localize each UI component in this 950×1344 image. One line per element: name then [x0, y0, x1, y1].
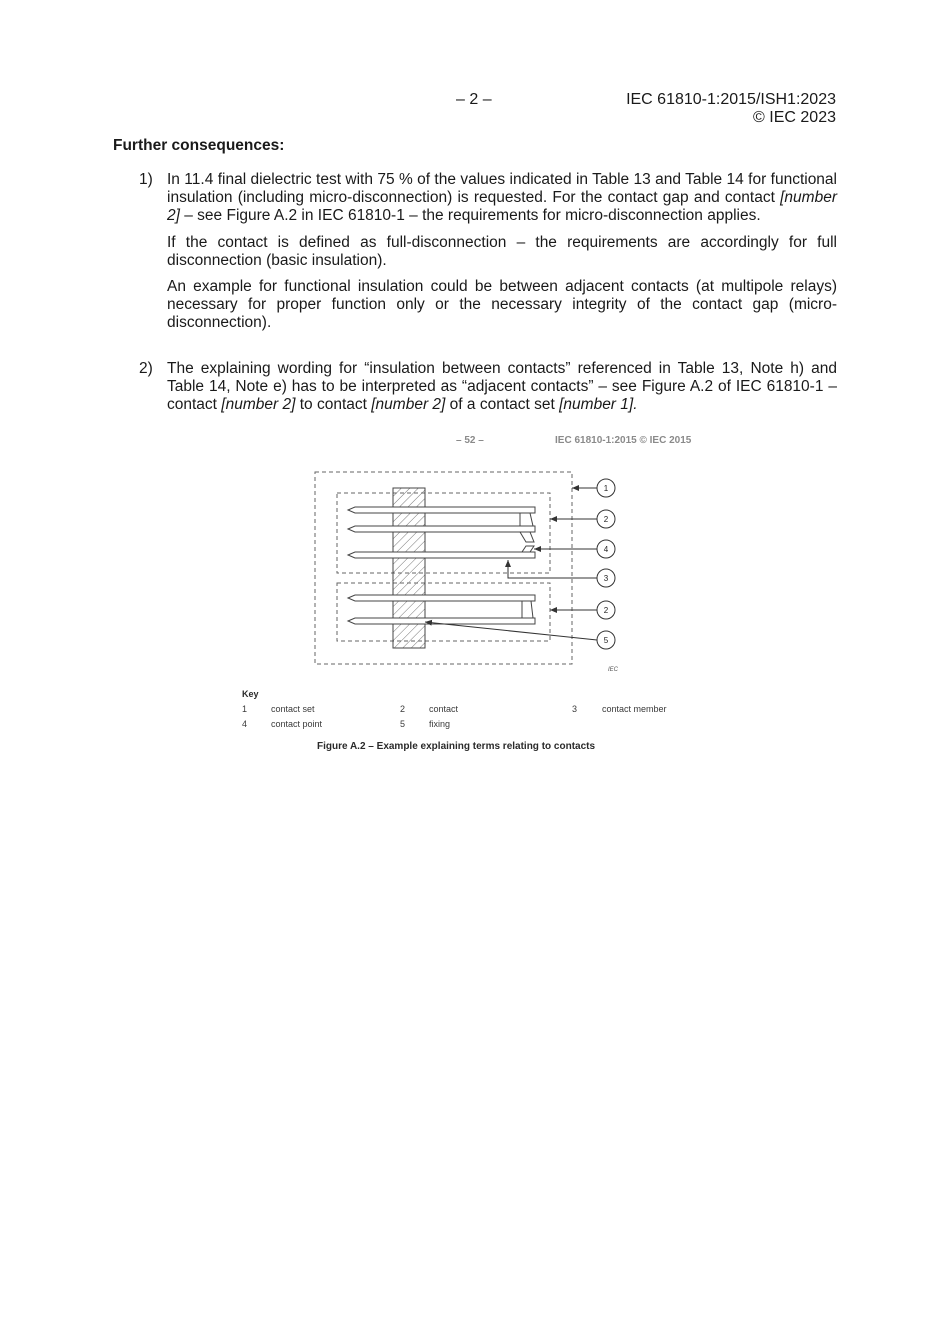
contact-reference: [number 2]	[167, 189, 837, 225]
contact-point	[522, 546, 534, 552]
standard-id: IEC 61810-1:2015/ISH1:2023	[626, 91, 836, 108]
callout-label: 3	[603, 574, 609, 583]
copyright: © IEC 2023	[753, 109, 836, 126]
paragraph: An example for functional insulation could be between adjacent contacts (at multipole relays) necessary for proper function only or the necessary integrity of the contact gap (micro-disconnection).	[167, 278, 837, 332]
figure-standard-id: IEC 61810-1:2015 © IEC 2015	[555, 435, 692, 446]
figure-a2	[230, 430, 730, 760]
key-number: 2	[400, 704, 406, 714]
key-number: 5	[400, 719, 406, 729]
key-number: 3	[572, 704, 578, 714]
key-number: 4	[242, 719, 248, 729]
paragraph: If the contact is defined as full-disconnection – the requirements are accordingly for full disconnection (basic insulation).	[167, 233, 837, 269]
paragraph	[167, 171, 837, 226]
key-label: contact	[429, 704, 459, 714]
figure-page-number: – 52 –	[456, 435, 484, 446]
paragraph-text: In 11.4 final dielectric test with 75 % of the values indicated in Table 13 and Table 14 for functional insulation (including micro-disconnection) is requested. For the contact gap and contact	[167, 171, 837, 207]
contact-outline	[337, 583, 550, 641]
list-item-1	[139, 171, 837, 341]
paragraph-text: of a contact set	[449, 396, 555, 414]
key-label: contact member	[602, 704, 667, 714]
contact-set-reference: [number 1].	[559, 396, 638, 414]
figure-caption: Figure A.2 – Example explaining terms relating to contacts	[317, 741, 596, 752]
list-number: 1)	[139, 171, 153, 188]
key-label: fixing	[429, 719, 451, 729]
paragraph-text: to contact	[299, 396, 367, 414]
callout-label: 1	[603, 484, 609, 493]
contact-point	[522, 601, 533, 618]
contact-member	[348, 526, 535, 532]
document-header	[626, 91, 836, 127]
contact-point	[520, 513, 533, 526]
callout-label: 5	[603, 636, 609, 645]
callout-label: 4	[603, 545, 609, 554]
paragraph-text: – see Figure A.2 in IEC 61810-1 – the requirements for micro-disconnection applies.	[184, 207, 761, 225]
contact-member	[348, 618, 535, 624]
paragraph-text: The explaining wording for “insulation between contacts” referenced in Table 13, Note h) and Table 14, Note e) has to be interpreted as “adjacent contacts” – see Figure A.2 of IEC 61810-1 – contact	[167, 360, 837, 414]
key-title: Key	[242, 689, 259, 699]
key-number: 1	[242, 704, 248, 714]
key-label: contact point	[271, 719, 323, 729]
list-number: 2)	[139, 360, 153, 377]
paragraph	[167, 360, 837, 415]
callout-label: 2	[603, 606, 609, 615]
section-heading: Further consequences:	[113, 137, 285, 154]
list-item-2	[139, 360, 837, 423]
contact-members	[348, 507, 535, 624]
contact-member	[348, 507, 535, 513]
key-label: contact set	[271, 704, 315, 714]
contact-set-outline	[315, 472, 572, 664]
iec-mark: IEC	[608, 667, 619, 673]
contact-reference: [number 2]	[371, 396, 446, 414]
callout-label: 2	[603, 515, 609, 524]
contact-point	[520, 532, 534, 542]
contact-outline	[337, 493, 550, 573]
contact-reference: [number 2]	[221, 396, 296, 414]
contact-member	[348, 552, 535, 558]
page-number: – 2 –	[456, 91, 492, 108]
contact-member	[348, 595, 535, 601]
